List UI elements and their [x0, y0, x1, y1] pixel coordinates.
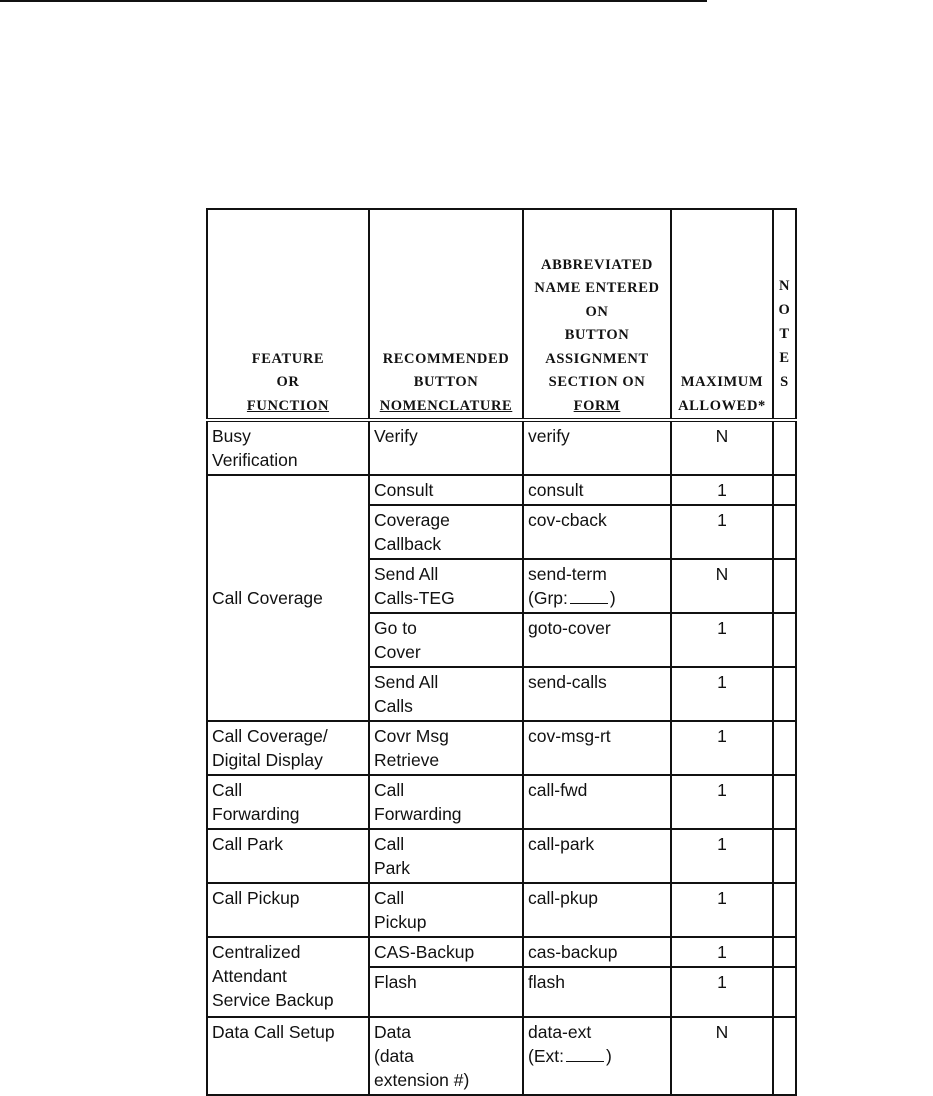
notes-cell — [773, 829, 796, 883]
button-cell — [369, 667, 523, 721]
max-value: 1 — [717, 510, 727, 530]
notes-cell — [773, 667, 796, 721]
header-abbrev — [523, 209, 671, 420]
max-cell — [671, 505, 773, 559]
header-notes-letter: S — [780, 374, 789, 390]
button-text: extension #) — [374, 1070, 470, 1090]
header-button-line-2: BUTTON — [413, 374, 479, 390]
feature-cell — [207, 829, 369, 883]
button-text: Call — [374, 888, 405, 908]
button-text: (data — [374, 1046, 414, 1066]
feature-button-table — [206, 208, 797, 1096]
abbrev-text: (Grp: — [528, 588, 568, 608]
abbrev-text: call-park — [528, 834, 595, 854]
max-value: N — [715, 564, 729, 584]
abbrev-text-with-blank — [528, 586, 666, 610]
button-cell — [369, 829, 523, 883]
header-max-line-2: ALLOWED* — [678, 397, 766, 414]
button-cell — [369, 613, 523, 667]
abbrev-cell — [523, 613, 671, 667]
max-value: 1 — [717, 618, 727, 638]
abbrev-cell — [523, 667, 671, 721]
max-value: 1 — [717, 942, 727, 962]
feature-cell — [207, 721, 369, 775]
notes-cell — [773, 559, 796, 613]
abbrev-text: verify — [528, 426, 570, 446]
max-value: 1 — [717, 834, 727, 854]
feature-cell — [207, 420, 369, 475]
feature-text: Busy — [212, 426, 251, 446]
abbrev-text: send-term — [528, 564, 607, 584]
header-abbrev-line-4: BUTTON — [564, 327, 630, 343]
header-feature — [207, 209, 369, 420]
header-feature-line-2: OR — [276, 374, 300, 390]
button-text: Consult — [374, 480, 434, 500]
header-max-line-1: MAXIMUM — [680, 374, 764, 390]
max-cell — [671, 1017, 773, 1095]
button-text: Call — [374, 780, 405, 800]
table-row — [207, 721, 796, 775]
abbrev-cell — [523, 475, 671, 505]
max-cell — [671, 775, 773, 829]
button-text: Send All — [374, 672, 439, 692]
table-row — [207, 775, 796, 829]
abbrev-text: send-calls — [528, 672, 607, 692]
header-notes-letter: T — [779, 326, 790, 342]
notes-cell — [773, 505, 796, 559]
abbrev-text: data-ext — [528, 1022, 592, 1042]
feature-text: Call Park — [212, 834, 283, 854]
button-text: Forwarding — [374, 804, 462, 824]
max-cell — [671, 667, 773, 721]
notes-cell — [773, 937, 796, 967]
button-text: CAS-Backup — [374, 942, 475, 962]
header-abbrev-line-7: FORM — [573, 397, 621, 414]
feature-text: Digital Display — [212, 750, 323, 770]
feature-text: Data Call Setup — [212, 1022, 335, 1042]
button-text: Cover — [374, 642, 421, 662]
header-abbrev-line-1: ABBREVIATED — [541, 256, 653, 273]
max-cell — [671, 475, 773, 505]
abbrev-text: cov-cback — [528, 510, 607, 530]
feature-cell — [207, 1017, 369, 1095]
button-text: Calls — [374, 696, 413, 716]
fill-in-blank — [566, 1044, 604, 1062]
feature-cell — [207, 937, 369, 1017]
header-button-line-1: RECOMMENDED — [382, 350, 510, 367]
fill-in-blank — [570, 586, 608, 604]
max-cell — [671, 937, 773, 967]
button-text: Data — [374, 1022, 411, 1042]
header-notes-letter: N — [778, 278, 791, 294]
feature-text: Centralized — [212, 942, 301, 962]
table-row — [207, 883, 796, 937]
button-cell — [369, 775, 523, 829]
abbrev-cell — [523, 721, 671, 775]
feature-text: Call Coverage/ — [212, 726, 328, 746]
notes-cell — [773, 775, 796, 829]
feature-text: Forwarding — [212, 804, 300, 824]
abbrev-text: ) — [605, 1046, 612, 1066]
notes-cell — [773, 613, 796, 667]
button-text: Pickup — [374, 912, 427, 932]
max-cell — [671, 967, 773, 1017]
feature-text: Verification — [212, 450, 298, 470]
abbrev-cell — [523, 829, 671, 883]
feature-cell — [207, 775, 369, 829]
abbrev-text: ) — [609, 588, 616, 608]
top-rule — [0, 0, 707, 2]
notes-cell — [773, 475, 796, 505]
feature-text: Call — [212, 780, 243, 800]
feature-cell — [207, 883, 369, 937]
button-cell — [369, 559, 523, 613]
header-abbrev-line-3: ON — [585, 303, 609, 320]
feature-text: Call Pickup — [212, 888, 300, 908]
header-feature-line-3: FUNCTION — [246, 397, 330, 414]
abbrev-text: (Ext: — [528, 1046, 564, 1066]
button-text: Go to — [374, 618, 417, 638]
table-row — [207, 829, 796, 883]
notes-cell — [773, 967, 796, 1017]
button-cell — [369, 937, 523, 967]
button-text: Verify — [374, 426, 418, 446]
button-text: Retrieve — [374, 750, 440, 770]
header-button — [369, 209, 523, 420]
button-text: Calls-TEG — [374, 588, 455, 608]
button-cell — [369, 475, 523, 505]
notes-cell — [773, 721, 796, 775]
header-notes-letter: O — [778, 302, 791, 318]
button-text: Callback — [374, 534, 442, 554]
notes-cell — [773, 420, 796, 475]
abbrev-text: cas-backup — [528, 942, 618, 962]
header-abbrev-line-2: NAME ENTERED — [534, 280, 660, 296]
abbrev-text: consult — [528, 480, 584, 500]
button-text: Send All — [374, 564, 439, 584]
max-value: 1 — [717, 726, 727, 746]
notes-cell — [773, 1017, 796, 1095]
feature-text: Attendant — [212, 966, 287, 986]
button-text: Flash — [374, 972, 417, 992]
max-cell — [671, 721, 773, 775]
abbrev-cell — [523, 1017, 671, 1095]
max-value: 1 — [717, 972, 727, 992]
abbrev-cell — [523, 937, 671, 967]
header-max — [671, 209, 773, 420]
abbrev-cell — [523, 775, 671, 829]
header-abbrev-line-6: SECTION ON — [548, 374, 646, 390]
button-text: Covr Msg — [374, 726, 449, 746]
max-cell — [671, 883, 773, 937]
button-cell — [369, 1017, 523, 1095]
feature-text: Call Coverage — [212, 588, 323, 608]
abbrev-text: call-fwd — [528, 780, 588, 800]
header-button-line-3: NOMENCLATURE — [379, 397, 513, 414]
button-cell — [369, 420, 523, 475]
header-notes-letter: E — [779, 350, 790, 366]
button-text: Call — [374, 834, 405, 854]
header-row — [207, 209, 796, 420]
abbrev-text: flash — [528, 972, 565, 992]
max-value: 1 — [717, 888, 727, 908]
abbrev-text: call-pkup — [528, 888, 599, 908]
table-row — [207, 420, 796, 475]
max-cell — [671, 559, 773, 613]
button-cell — [369, 883, 523, 937]
button-cell — [369, 721, 523, 775]
max-value: 1 — [717, 780, 727, 800]
notes-cell — [773, 883, 796, 937]
table-row — [207, 937, 796, 967]
header-feature-line-1: FEATURE — [251, 350, 325, 367]
max-value: 1 — [717, 480, 727, 500]
max-cell — [671, 829, 773, 883]
max-value: 1 — [717, 672, 727, 692]
feature-text: Service Backup — [212, 990, 334, 1010]
max-cell — [671, 420, 773, 475]
button-cell — [369, 967, 523, 1017]
abbrev-cell — [523, 883, 671, 937]
table-row — [207, 475, 796, 505]
button-text: Park — [374, 858, 410, 878]
max-cell — [671, 613, 773, 667]
abbrev-cell — [523, 559, 671, 613]
button-text: Coverage — [374, 510, 450, 530]
header-notes — [773, 209, 796, 420]
max-value: N — [715, 1022, 729, 1042]
header-abbrev-line-5: ASSIGNMENT — [545, 350, 649, 367]
abbrev-cell — [523, 967, 671, 1017]
abbrev-cell — [523, 505, 671, 559]
table-row — [207, 1017, 796, 1095]
abbrev-text: cov-msg-rt — [528, 726, 611, 746]
feature-cell — [207, 475, 369, 721]
button-cell — [369, 505, 523, 559]
max-value: N — [715, 426, 729, 446]
abbrev-cell — [523, 420, 671, 475]
abbrev-text: goto-cover — [528, 618, 611, 638]
abbrev-text-with-blank — [528, 1044, 666, 1068]
